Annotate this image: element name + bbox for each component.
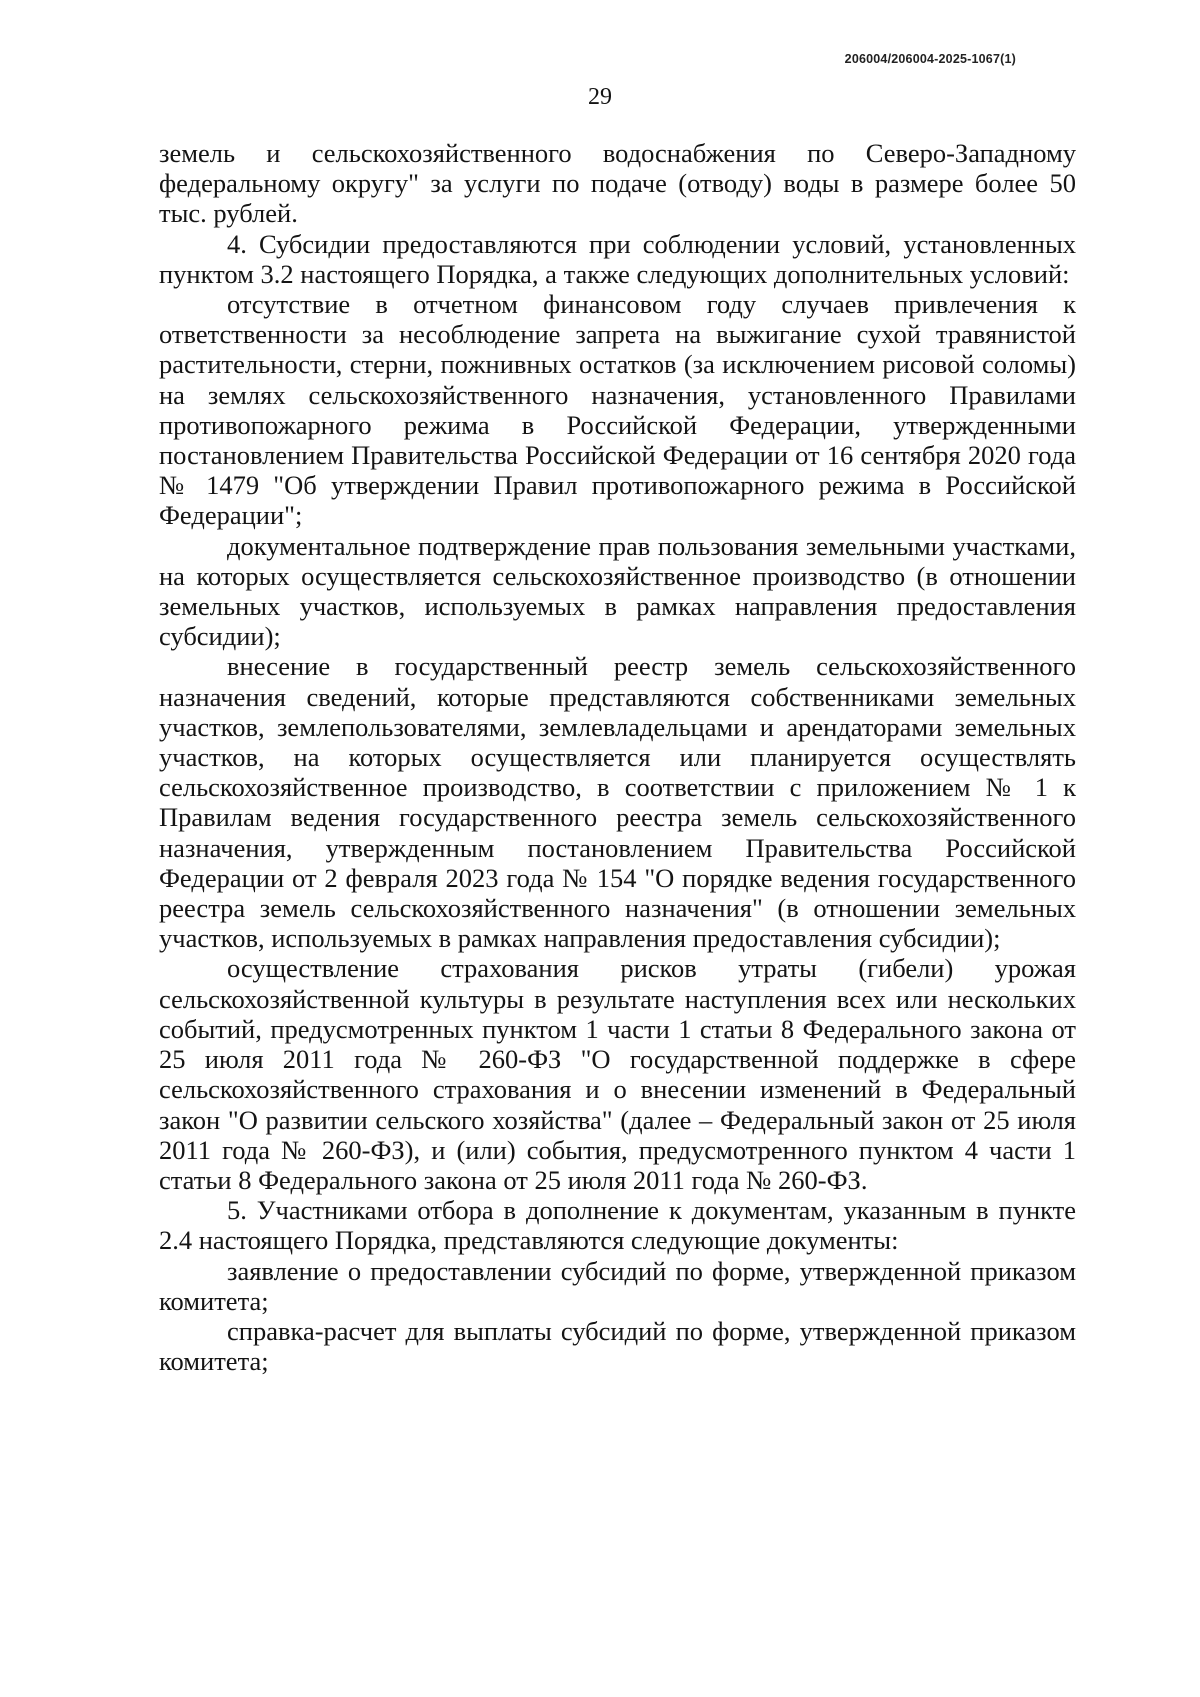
paragraph-condition-land-rights: документальное подтверждение прав пользования земельными участками, на которых осуществляется сельскохозяйственное производство (в отношении земельных участков, используемых в рамках направления предоставления субсидии); (159, 530, 1076, 652)
paragraph-document-application: заявление о предоставлении субсидий по форме, утвержденной приказом комитета; (159, 1255, 1076, 1316)
document-code: 206004/206004-2025-1067(1) (844, 52, 1016, 66)
paragraph-condition-land-registry: внесение в государственный реестр земель сельскохозяйственного назначения сведений, которые представляются собственниками земельных участков, землепользователями, землевладельцами и арендаторами земельных участков, на которых осуществляется или планируется осуществлять сельскохозяйственное производство, в соответствии с приложением № 1 к Правилам ведения государственного реестра земель сельскохозяйственного назначения, утвержденным постановлением Правительства Российской Федерации от 2 февраля 2023 года № 154 "О порядке ведения государственного реестра земель сельскохозяйственного назначения" (в отношении земельных участков, используемых в рамках направления предоставления субсидии); (159, 651, 1076, 954)
paragraph-condition-insurance: осуществление страхования рисков утраты (гибели) урожая сельскохозяйственной культуры в результате наступления всех или нескольких событий, предусмотренных пунктом 1 части 1 статьи 8 Федерального закона от 25 июля 2011 года № 260-ФЗ "О государственной поддержке в сфере сельскохозяйственного страхования и о внесении изменений в Федеральный закон "О развитии сельского хозяйства" (далее – Федеральный закон от 25 июля 2011 года № 260-ФЗ), и (или) события, предусмотренного пунктом 4 части 1 статьи 8 Федерального закона от 25 июля 2011 года № 260-ФЗ. (159, 953, 1076, 1195)
paragraph-condition-fire-safety: отсутствие в отчетном финансовом году случаев привлечения к ответственности за несоблюдение запрета на выжигание сухой травянистой растительности, стерни, пожнивных остатков (за исключением рисовой соломы) на землях сельскохозяйственного назначения, установленного Правилами противопожарного режима в Российской Федерации, утвержденными постановлением Правительства Российской Федерации от 16 сентября 2020 года № 1479 "Об утверждении Правил противопожарного режима в Российской Федерации"; (159, 289, 1076, 531)
page-number: 29 (588, 84, 612, 110)
paragraph-continuation: земель и сельскохозяйственного водоснабжения по Северо-Западному федеральному округу" за услуги по подаче (отводу) воды в размере более 50 тыс. рублей. (159, 138, 1076, 229)
paragraph-item-4: 4. Субсидии предоставляются при соблюдении условий, установленных пунктом 3.2 настоящего Порядка, а также следующих дополнительных условий: (159, 228, 1076, 289)
paragraph-document-calculation: справка-расчет для выплаты субсидий по форме, утвержденной приказом комитета; (159, 1315, 1076, 1377)
paragraph-item-5: 5. Участниками отбора в дополнение к документам, указанным в пункте 2.4 настоящего Порядка, представляются следующие документы: (159, 1195, 1076, 1256)
document-body (159, 138, 1076, 1376)
